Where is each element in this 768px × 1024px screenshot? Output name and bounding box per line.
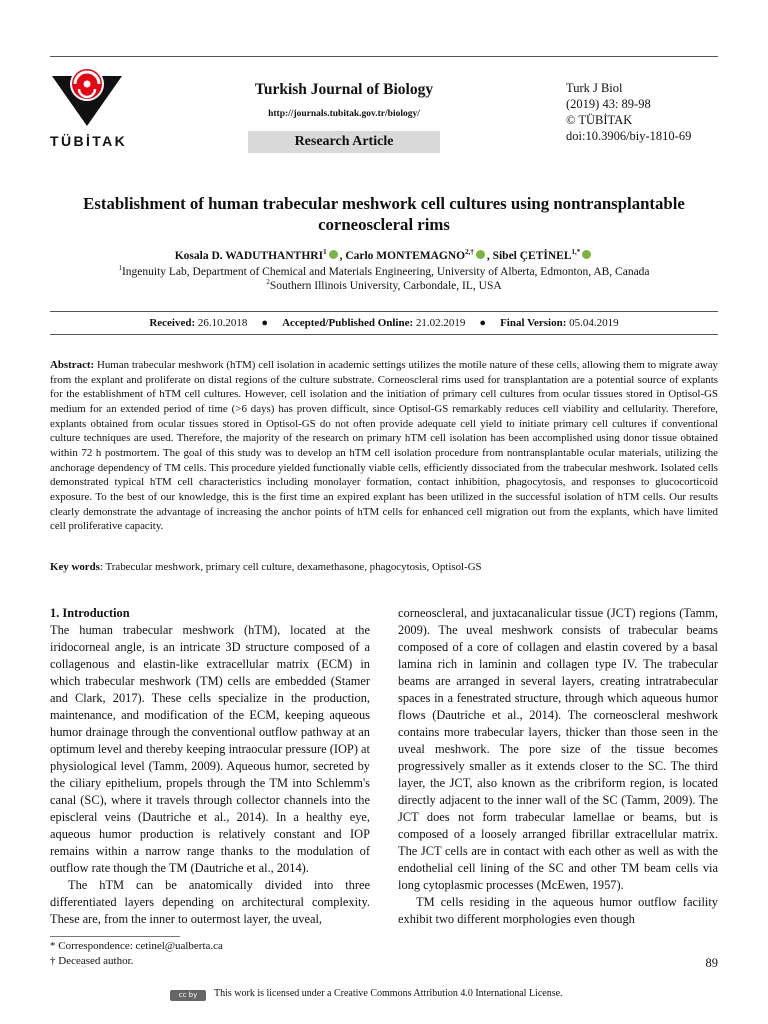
- date-separator: ●: [479, 317, 487, 329]
- citation-block: [566, 80, 746, 144]
- date-separator: ●: [261, 317, 269, 329]
- page-number: 89: [705, 956, 718, 970]
- footnote-correspondence: * Correspondence: cetinel@ualberta.ca: [50, 940, 223, 952]
- final-label: Final Version:: [500, 317, 567, 329]
- keywords-label: Key words: [50, 561, 100, 573]
- affiliation-sup: 1: [118, 264, 122, 272]
- article-type-badge: Research Article: [248, 131, 440, 153]
- article-title: Establishment of human trabecular meshwork cell cultures using nontransplantable corneoscleral rims: [83, 194, 685, 234]
- affiliation-sup: 2: [266, 278, 270, 286]
- footnotes: [50, 939, 370, 969]
- citation-copyright: © TÜBİTAK: [566, 113, 633, 127]
- orcid-icon[interactable]: [582, 250, 591, 259]
- dates-bottom-rule: [50, 334, 718, 335]
- paragraph: The human trabecular meshwork (hTM), located at the iridocorneal angle, is an intricate 3D structure composed of a collagenous and elastin-like extracellular matrix (ECM) in which trabecular meshwork (TM) cells are embedded (Stamer and Clark, 2017). These cells specialize in the production, maintenance, and modification of the ECM, keeping aqueous humor drainage through the conventional outflow pathway at an optimum level and thereby keeping intraocular pressure (IOP) at physiological level (Tamm, 2009). Aqueous humor, secreted by the ciliary epithelium, propels through the TM into Schlemm's canal (SC), where it travels through collector channels into the episcleral veins (Dautriche et al., 2014). In a healthy eye, aqueous humor production is relatively constant and IOP remains within a narrow range thanks to the modulation of outflow rate though the TM (Dautriche et al., 2014).: [50, 623, 370, 875]
- orcid-icon[interactable]: [329, 250, 338, 259]
- journal-url[interactable]: http://journals.tubitak.gov.tr/biology/: [268, 109, 420, 119]
- citation-volume: (2019) 43: 89-98: [566, 97, 651, 111]
- paragraph: corneoscleral, and juxtacanalicular tissue (JCT) regions (Tamm, 2009). The uveal meshwork consists of trabecular beams composed of a core of collagen and elastin covered by a basal lamina rich in laminin and collagen type IV. The trabecular beams are arranged in several layers, creating intratrabecular spaces in a fenestrated structure, through which aqueous humor flows (Dautriche et al., 2014). The corneoscleral meshwork contains more trabecular layers, thicker than those seen in the uveal meshwork. The pore size of the tissue becomes progressively smaller as it extends closer to the SC. The third layer, the JCT, also known as the cribriform region, is located directly adjacent to the inner wall of the SC (Tamm, 2009). The JCT does not form trabecular lamellae or beams, but is composed of a loosely arranged fibrillar extracellular matrix. The JCT cells are in contact with each other as well as with the endothelial cell lining of the SC and other TM beam cells via long cytoplasmic processes (McEwen, 1957).: [398, 606, 718, 892]
- abstract-text: Human trabecular meshwork (hTM) cell isolation in academic settings utilizes the motile nature of these cells, allowing them to migrate away from the explant and proliferate on distal regions of the culture substrate. Corneoscleral rims used for transplantation are a potential source of explants for the establishment of hTM cell cultures. However, cell isolation and the initiation of primary cell cultures from ocular tissues stored in Optisol-GS medium for an extended period of time (>6 days) has proven difficult, since Optisol-GS remarkably reduces cell viability and cellularity. Therefore, explants obtained from ocular tissues stored in Optisol-GS do not often provide adequate cell yield to initiate primary cell cultures if conventional culture techniques are used. Therefore, the majority of the research on primary hTM cell isolation has been accomplished using donor tissue obtained within 72 h postmortem. The goal of this study was to develop an hTM cell isolation procedure from nontransplantable ocular materials, utilizing the anchorage dependency of TM cells. This procedure yielded functionally viable cells, efficiently dissociated from the trabecular meshwork. Isolated cells demonstrated typical hTM cell characteristics including monolayer formation, contact inhibition, phagocytosis, and responses to glucocorticoid exposure. To the best of our knowledge, this is the first time an expired explant has been utilized in the successful isolation of hTM cells. Our results clearly demonstrate the advantage of increasing the anchor points of hTM cells for enhanced cell migration out from the explants, which have limited cell proliferative capacity.: [50, 359, 718, 533]
- tubitak-logo-icon: [52, 64, 122, 126]
- author-name: Sibel ÇETİNEL: [492, 249, 572, 262]
- citation-doi[interactable]: doi:10.3906/biy-1810-69: [566, 129, 692, 143]
- paragraph: The hTM can be anatomically divided into three differentiated layers depending on architectural complexity. These are, from the inner to outermost layer, the uveal,: [50, 878, 370, 926]
- journal-title: Turkish Journal of Biology: [254, 81, 434, 98]
- dates-top-rule: [50, 311, 718, 312]
- keywords-text: : Trabecular meshwork, primary cell culture, dexamethasone, phagocytosis, Optisol-GS: [99, 561, 482, 573]
- affiliation-2: [60, 278, 708, 292]
- top-rule: [50, 56, 718, 57]
- creative-commons-icon[interactable]: cc by: [170, 990, 206, 1001]
- abstract-label: Abstract:: [50, 359, 95, 371]
- author-sup: 1: [323, 248, 327, 256]
- author-sup: 1,*: [571, 248, 581, 256]
- accepted-date: 21.02.2019: [415, 317, 466, 329]
- received-label: Received:: [149, 317, 196, 329]
- citation-journal: Turk J Biol: [566, 81, 623, 95]
- affiliation-text: Ingenuity Lab, Department of Chemical and Materials Engineering, University of Alberta, Edmonton, AB, Canada: [121, 265, 650, 278]
- author-sup: 2,†: [465, 248, 474, 256]
- license-text: This work is licensed under a Creative Commons Attribution 4.0 International License.: [214, 988, 563, 999]
- orcid-icon[interactable]: [476, 250, 485, 259]
- affiliation-text: Southern Illinois University, Carbondale, IL, USA: [269, 279, 502, 292]
- author-name: Carlo MONTEMAGNO: [345, 249, 466, 262]
- footnote-deceased: † Deceased author.: [50, 955, 134, 967]
- final-date: 05.04.2019: [569, 317, 619, 329]
- author-name: Kosala D. WADUTHANTHRI: [174, 249, 324, 262]
- keywords: [50, 561, 718, 573]
- accepted-label: Accepted/Published Online:: [282, 317, 414, 329]
- article-dates: [50, 317, 718, 329]
- author-list: Kosala D. WADUTHANTHRI$^1$ , Carlo $MONTEMAGNO^{2,\dagger}$ , Sibel $ÇETİNEL^{1,*}$: [60, 248, 708, 262]
- license-notice: [170, 988, 690, 1001]
- affiliation-1: [60, 264, 708, 278]
- logo-text: TÜBİTAK: [50, 133, 128, 149]
- body-column-left: [50, 605, 370, 928]
- body-column-right: [398, 605, 718, 928]
- section-heading: 1. Introduction: [50, 606, 130, 620]
- footnote-rule: [50, 936, 180, 937]
- received-date: 26.10.2018: [197, 317, 248, 329]
- paragraph: TM cells residing in the aqueous humor outflow facility exhibit two different morphologies even though: [398, 895, 718, 926]
- abstract: [50, 358, 718, 534]
